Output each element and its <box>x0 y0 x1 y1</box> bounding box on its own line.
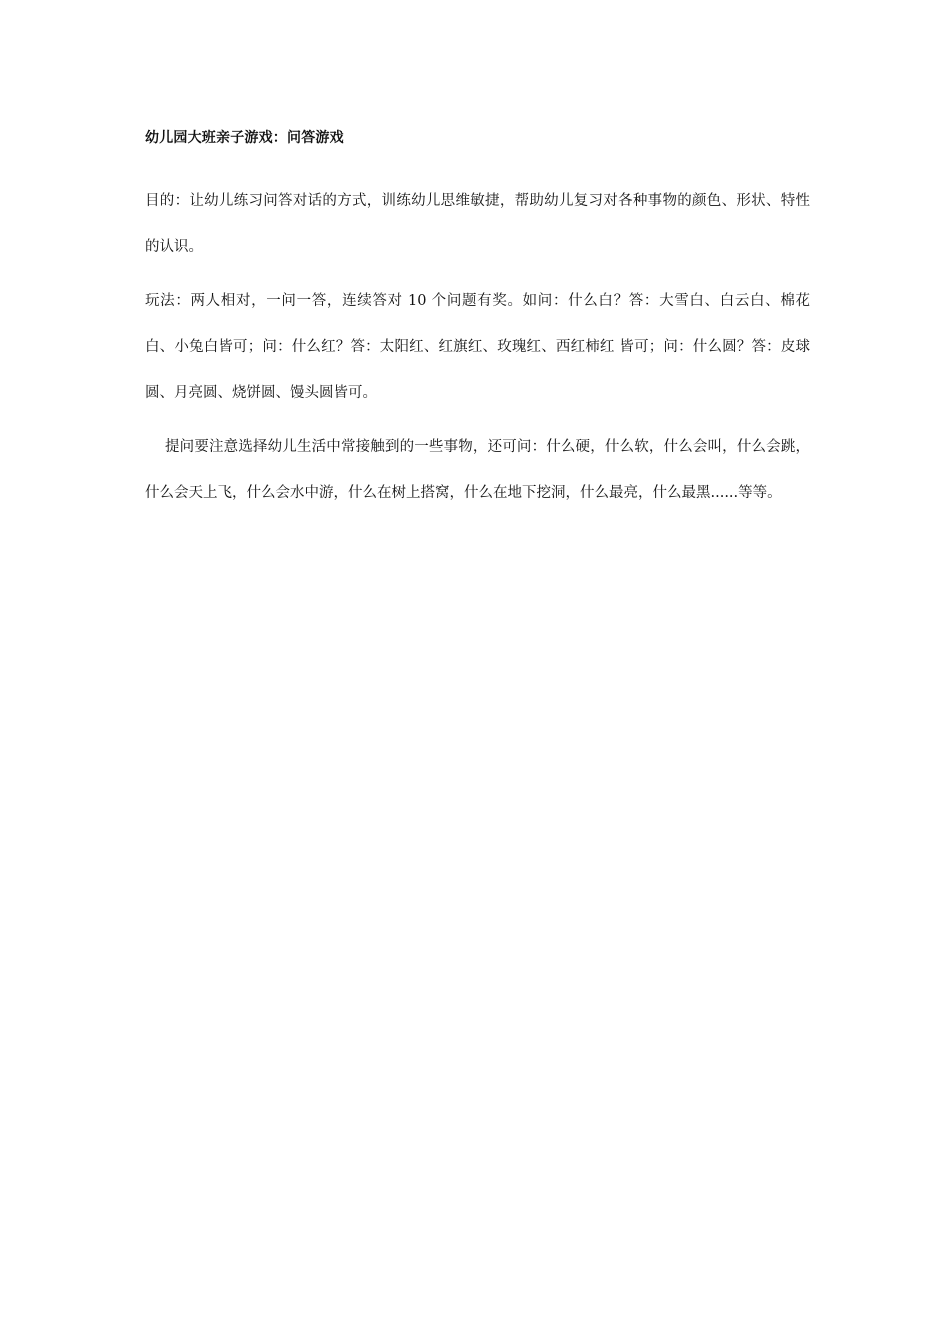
document-title: 幼儿园大班亲子游戏：问答游戏 <box>145 130 344 146</box>
paragraph-notes: 提问要注意选择幼儿生活中常接触到的一些事物，还可问：什么硬，什么软，什么会叫，什么会跳，什么会天上飞，什么会水中游，什么在树上搭窝，什么在地下挖洞，什么最亮，什么最黑......等等。 <box>145 439 810 501</box>
document-page <box>145 124 810 524</box>
paragraph-purpose: 目的：让幼儿练习问答对话的方式，训练幼儿思维敏捷，帮助幼儿复习对各种事物的颜色、形状、特性的认识。 <box>145 193 810 255</box>
paragraph-rules: 玩法：两人相对，一问一答，连续答对 10 个问题有奖。如问：什么白？答：大雪白、白云白、棉花白、小兔白皆可；问：什么红？答：太阳红、红旗红、玫瑰红、西红柿红 皆可；问：什么圆？答：皮球圆、月亮圆、烧饼圆、馒头圆皆可。 <box>145 293 810 401</box>
